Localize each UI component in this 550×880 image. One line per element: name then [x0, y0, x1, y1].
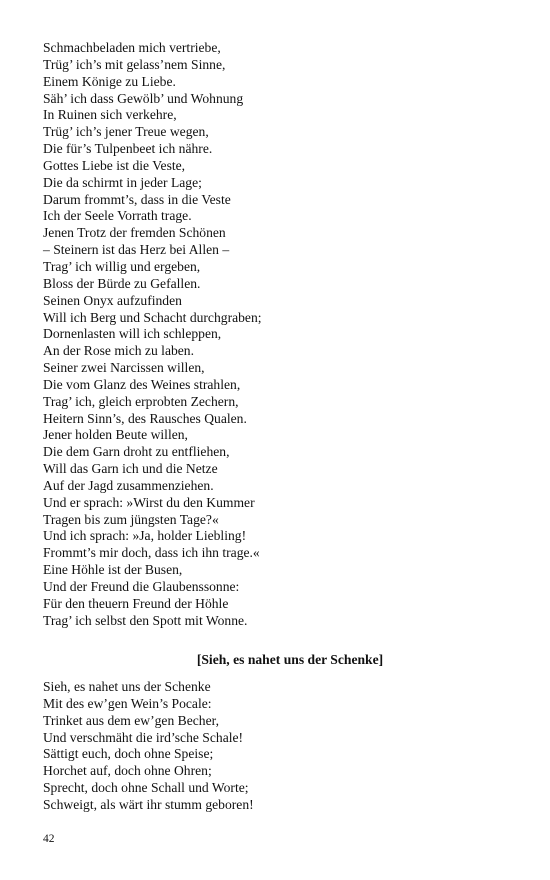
poem-line: Die für’s Tulpenbeet ich nähre.	[43, 141, 213, 157]
poem-line: Sättigt euch, doch ohne Speise;	[43, 746, 214, 762]
poem-line: Und der Freund die Glaubenssonne:	[43, 579, 240, 594]
poem-line: Bloss der Bürde zu Gefallen.	[43, 275, 201, 291]
poem-line: Trüg’ ich’s mit gelass’nem Sinne,	[43, 56, 226, 72]
poem-line: Auf der Jagd zusammenziehen.	[43, 477, 214, 493]
poem-line: Will ich Berg und Schacht durchgraben;	[43, 309, 262, 325]
poem-line: Darum frommt’s, dass in die Veste	[43, 191, 231, 207]
poem-line: Dornenlasten will ich schleppen,	[43, 326, 222, 342]
poem-line: Mit des ew’gen Wein’s Pocale:	[43, 695, 212, 711]
poem-line: Und ich sprach: »Ja, holder Liebling!	[43, 528, 247, 544]
poem-line: Gottes Liebe ist die Veste,	[43, 157, 186, 173]
poem-line: Eine Höhle ist der Busen,	[43, 562, 183, 578]
poem-line: Für den theuern Freund der Höhle	[43, 595, 229, 611]
poem-line: Trüg’ ich’s jener Treue wegen,	[43, 124, 209, 140]
poem-line: Trinket aus dem ew’gen Becher,	[43, 712, 220, 728]
poem-line: Jenen Trotz der fremden Schönen	[43, 225, 226, 241]
page-number: 42	[43, 833, 55, 845]
poem-stanza	[43, 679, 254, 814]
poem-line: Horchet auf, doch ohne Ohren;	[43, 763, 212, 779]
poem-line: Die dem Garn droht zu entfliehen,	[43, 444, 230, 460]
poem-line: Schmachbeladen mich vertriebe,	[43, 40, 221, 55]
poem-line: An der Rose mich zu laben.	[43, 343, 194, 359]
poem-line: Sprecht, doch ohne Schall und Worte;	[43, 780, 249, 796]
poem-line: Die da schirmt in jeder Lage;	[43, 174, 202, 190]
poem-line: Heitern Sinn’s, des Rausches Qualen.	[43, 410, 247, 426]
poem-line: Trag’ ich willig und ergeben,	[43, 258, 201, 274]
poem-line: Schweigt, als wärt ihr stumm geboren!	[43, 796, 254, 812]
poem-line: Tragen bis zum jüngsten Tage?«	[43, 511, 219, 527]
poem-line: Seiner zwei Narcissen willen,	[43, 360, 205, 376]
poem-line: Einem Könige zu Liebe.	[43, 73, 176, 89]
poem-line: Seinen Onyx aufzufinden	[43, 292, 182, 308]
poem-line: Jener holden Beute willen,	[43, 427, 188, 443]
poem-line: In Ruinen sich verkehre,	[43, 107, 177, 123]
poem-line: Die vom Glanz des Weines strahlen,	[43, 376, 241, 392]
poem-line: – Steinern ist das Herz bei Allen –	[43, 242, 230, 258]
poem-line: Und er sprach: »Wirst du den Kummer	[43, 494, 255, 510]
poem-line: Ich der Seele Vorrath trage.	[43, 208, 192, 224]
poem-heading: [Sieh, es nahet uns der Schenke]	[196, 652, 384, 667]
poem-line: Sieh, es nahet uns der Schenke	[43, 679, 211, 694]
poem-line: Und verschmäht die ird’sche Schale!	[43, 729, 244, 745]
poem-line: Frommt’s mir doch, dass ich ihn trage.«	[43, 545, 260, 561]
poem-line: Trag’ ich selbst den Spott mit Wonne.	[43, 612, 248, 628]
poem-line: Säh’ ich dass Gewölb’ und Wohnung	[43, 90, 244, 106]
poem-stanza	[43, 40, 262, 630]
poem-line: Trag’ ich, gleich erprobten Zechern,	[43, 393, 239, 409]
poem-line: Will das Garn ich und die Netze	[43, 461, 218, 477]
